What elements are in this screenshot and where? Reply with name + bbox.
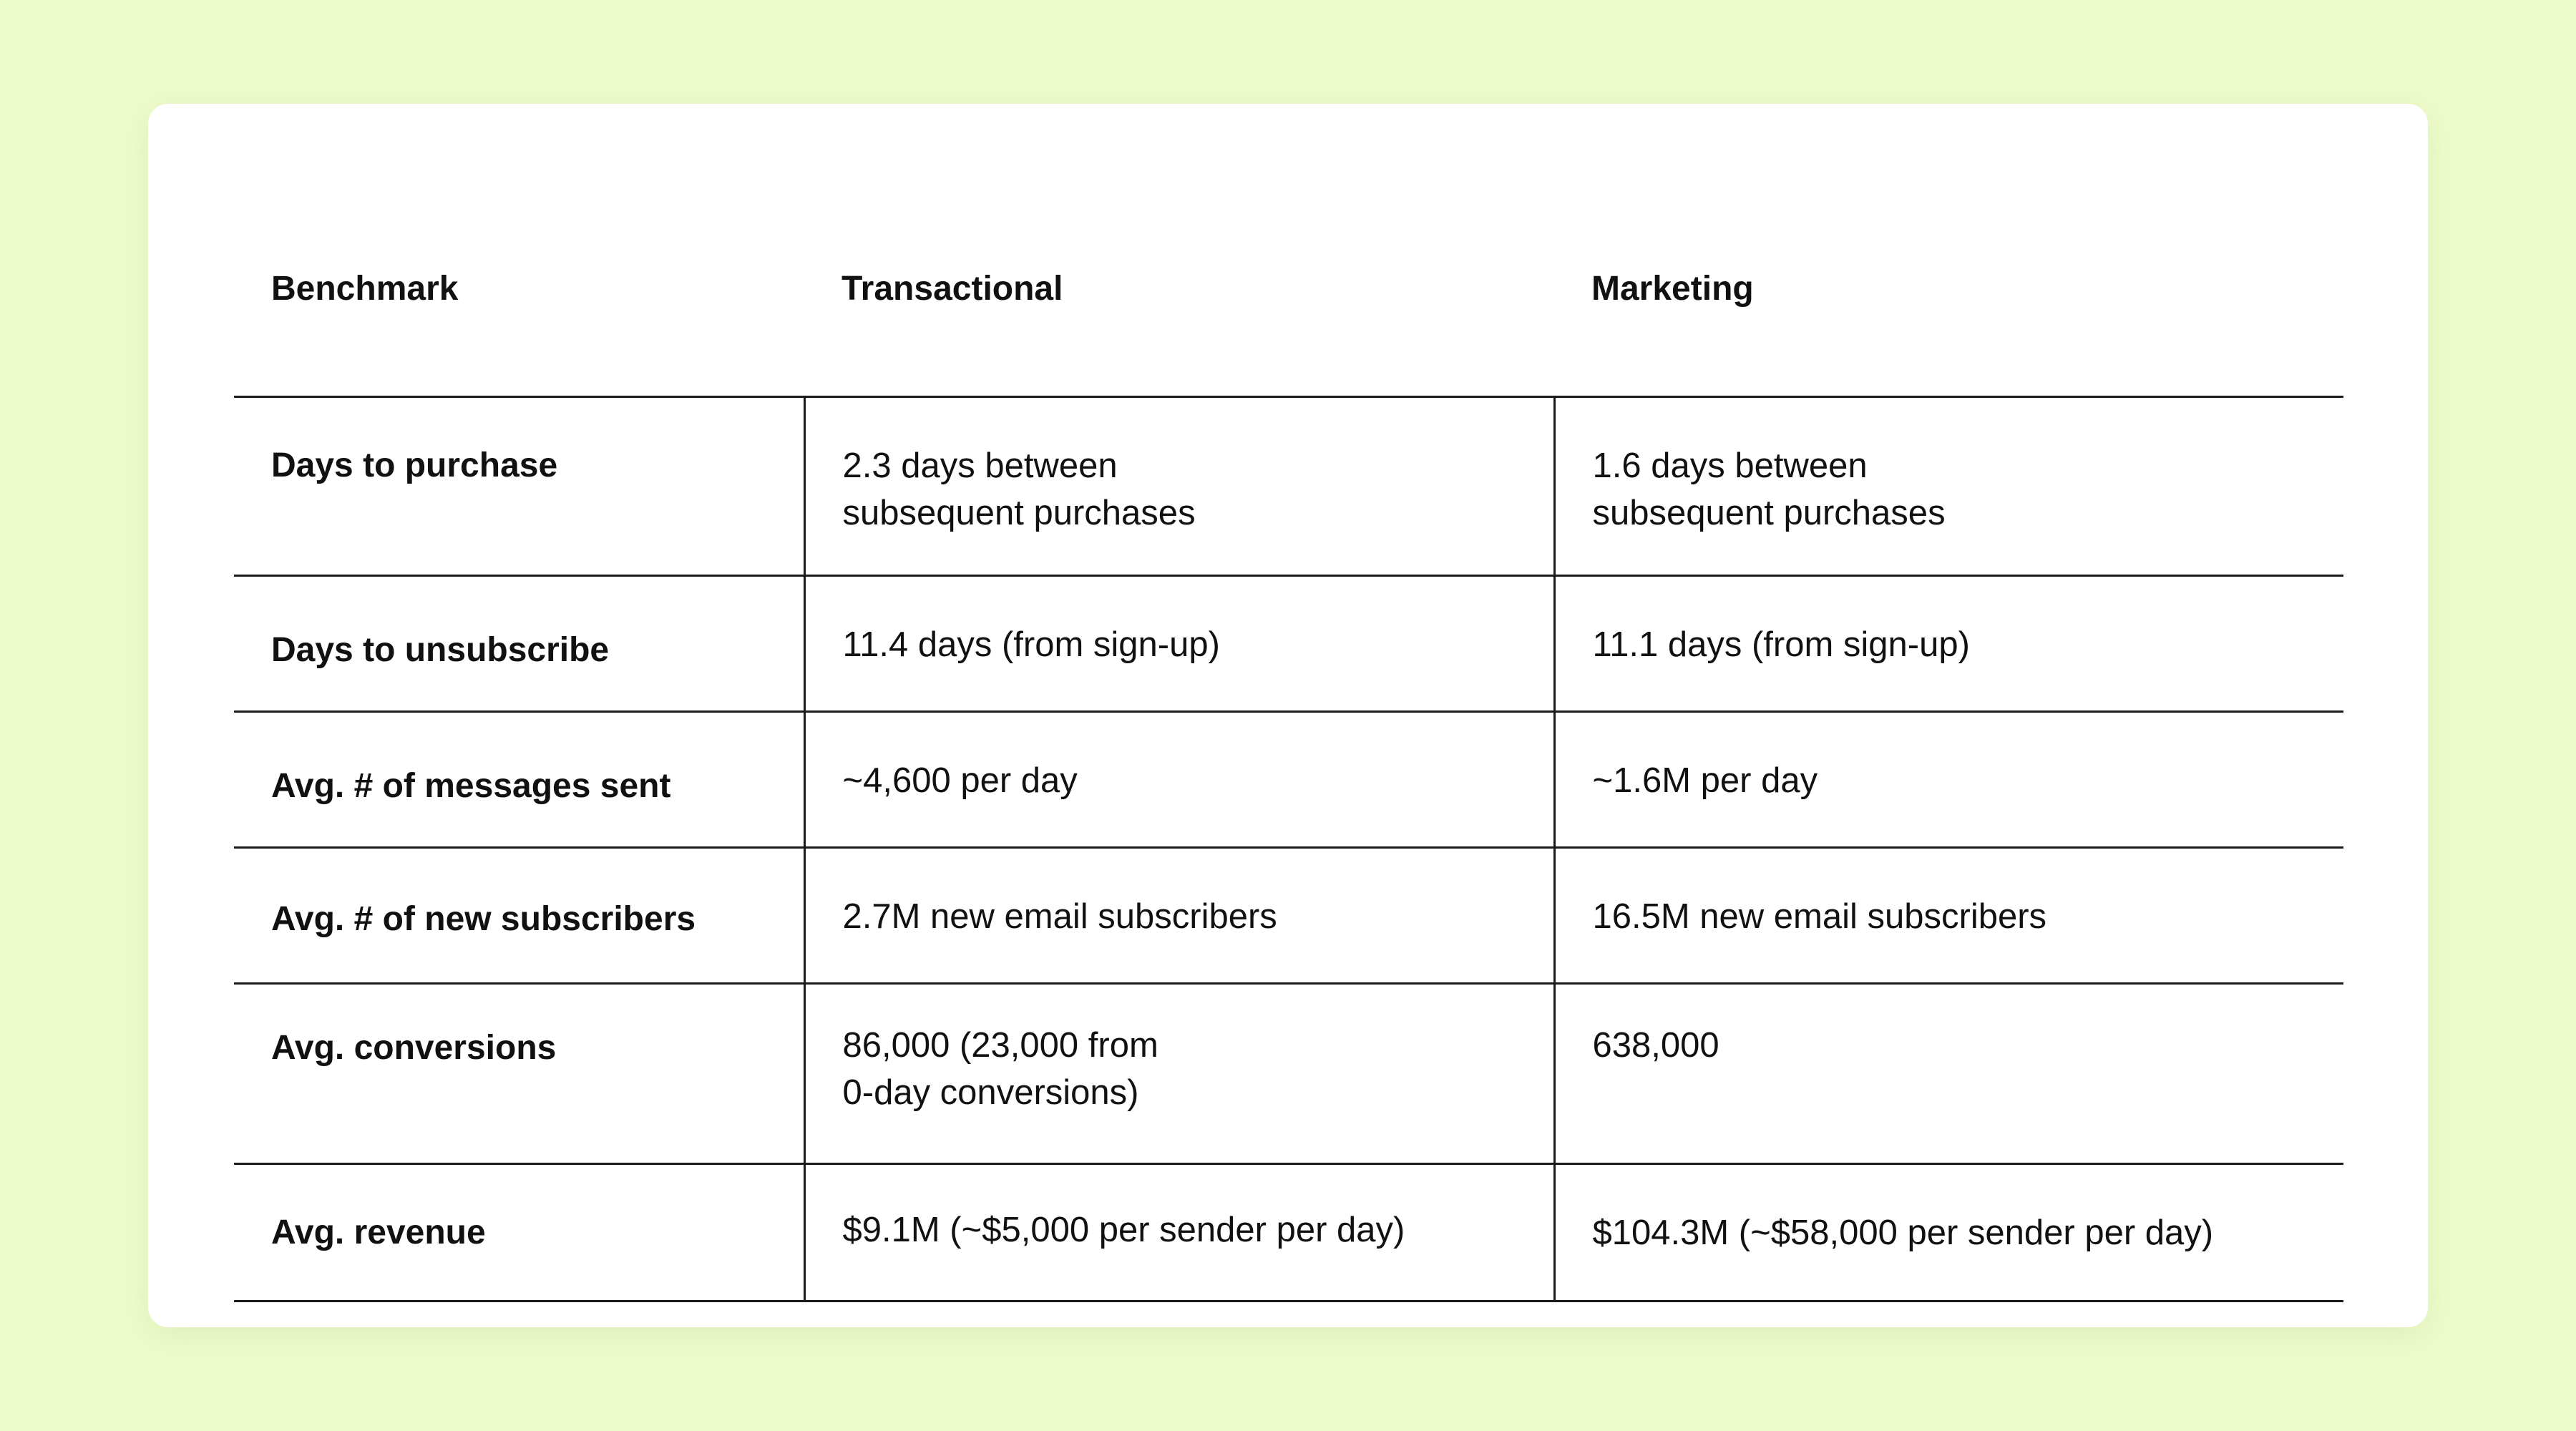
row-label: Avg. conversions bbox=[234, 983, 804, 1163]
cell-line: ~1.6M per day bbox=[1592, 761, 1818, 800]
table-row-new-subscribers bbox=[234, 847, 2343, 983]
cell-line: subsequent purchases bbox=[1592, 493, 1946, 532]
table-row-days-to-unsubscribe bbox=[234, 575, 2343, 711]
table-row-messages-sent bbox=[234, 711, 2343, 847]
transactional-cell bbox=[804, 711, 1554, 847]
cell-line: $9.1M (~$5,000 per sender per day) bbox=[842, 1210, 1405, 1249]
header-benchmark: Benchmark bbox=[234, 182, 804, 396]
marketing-cell bbox=[1554, 711, 2343, 847]
cell-line: $104.3M (~$58,000 per sender per day) bbox=[1592, 1213, 2214, 1252]
marketing-cell bbox=[1554, 575, 2343, 711]
transactional-cell bbox=[804, 1163, 1554, 1301]
transactional-cell bbox=[804, 847, 1554, 983]
row-label: Avg. # of messages sent bbox=[234, 711, 804, 847]
header-transactional: Transactional bbox=[804, 182, 1554, 396]
transactional-cell bbox=[804, 396, 1554, 575]
row-label: Avg. # of new subscribers bbox=[234, 847, 804, 983]
row-label: Days to purchase bbox=[234, 396, 804, 575]
cell-line: 11.1 days (from sign-up) bbox=[1592, 625, 1970, 664]
cell-line: 2.3 days between bbox=[842, 446, 1118, 485]
header-marketing: Marketing bbox=[1554, 182, 2343, 396]
cell-line: 11.4 days (from sign-up) bbox=[842, 625, 1220, 664]
table-row-revenue bbox=[234, 1163, 2343, 1301]
marketing-cell bbox=[1554, 1163, 2343, 1301]
cell-line: 86,000 (23,000 from bbox=[842, 1025, 1158, 1065]
row-label: Avg. revenue bbox=[234, 1163, 804, 1301]
cell-line: 638,000 bbox=[1592, 1025, 1719, 1065]
cell-line: 0-day conversions) bbox=[842, 1073, 1139, 1112]
cell-line: subsequent purchases bbox=[842, 493, 1196, 532]
table-row-conversions bbox=[234, 983, 2343, 1163]
cell-line: ~4,600 per day bbox=[842, 761, 1078, 800]
marketing-cell bbox=[1554, 847, 2343, 983]
row-label: Days to unsubscribe bbox=[234, 575, 804, 711]
table-row-days-to-purchase bbox=[234, 396, 2343, 575]
header-row bbox=[234, 182, 2343, 396]
cell-line: 2.7M new email subscribers bbox=[842, 897, 1277, 936]
marketing-cell bbox=[1554, 983, 2343, 1163]
transactional-cell bbox=[804, 983, 1554, 1163]
cell-line: 16.5M new email subscribers bbox=[1592, 897, 2047, 936]
benchmark-table bbox=[234, 182, 2343, 1302]
marketing-cell bbox=[1554, 396, 2343, 575]
cell-line: 1.6 days between bbox=[1592, 446, 1868, 485]
transactional-cell bbox=[804, 575, 1554, 711]
benchmark-card bbox=[148, 104, 2428, 1327]
